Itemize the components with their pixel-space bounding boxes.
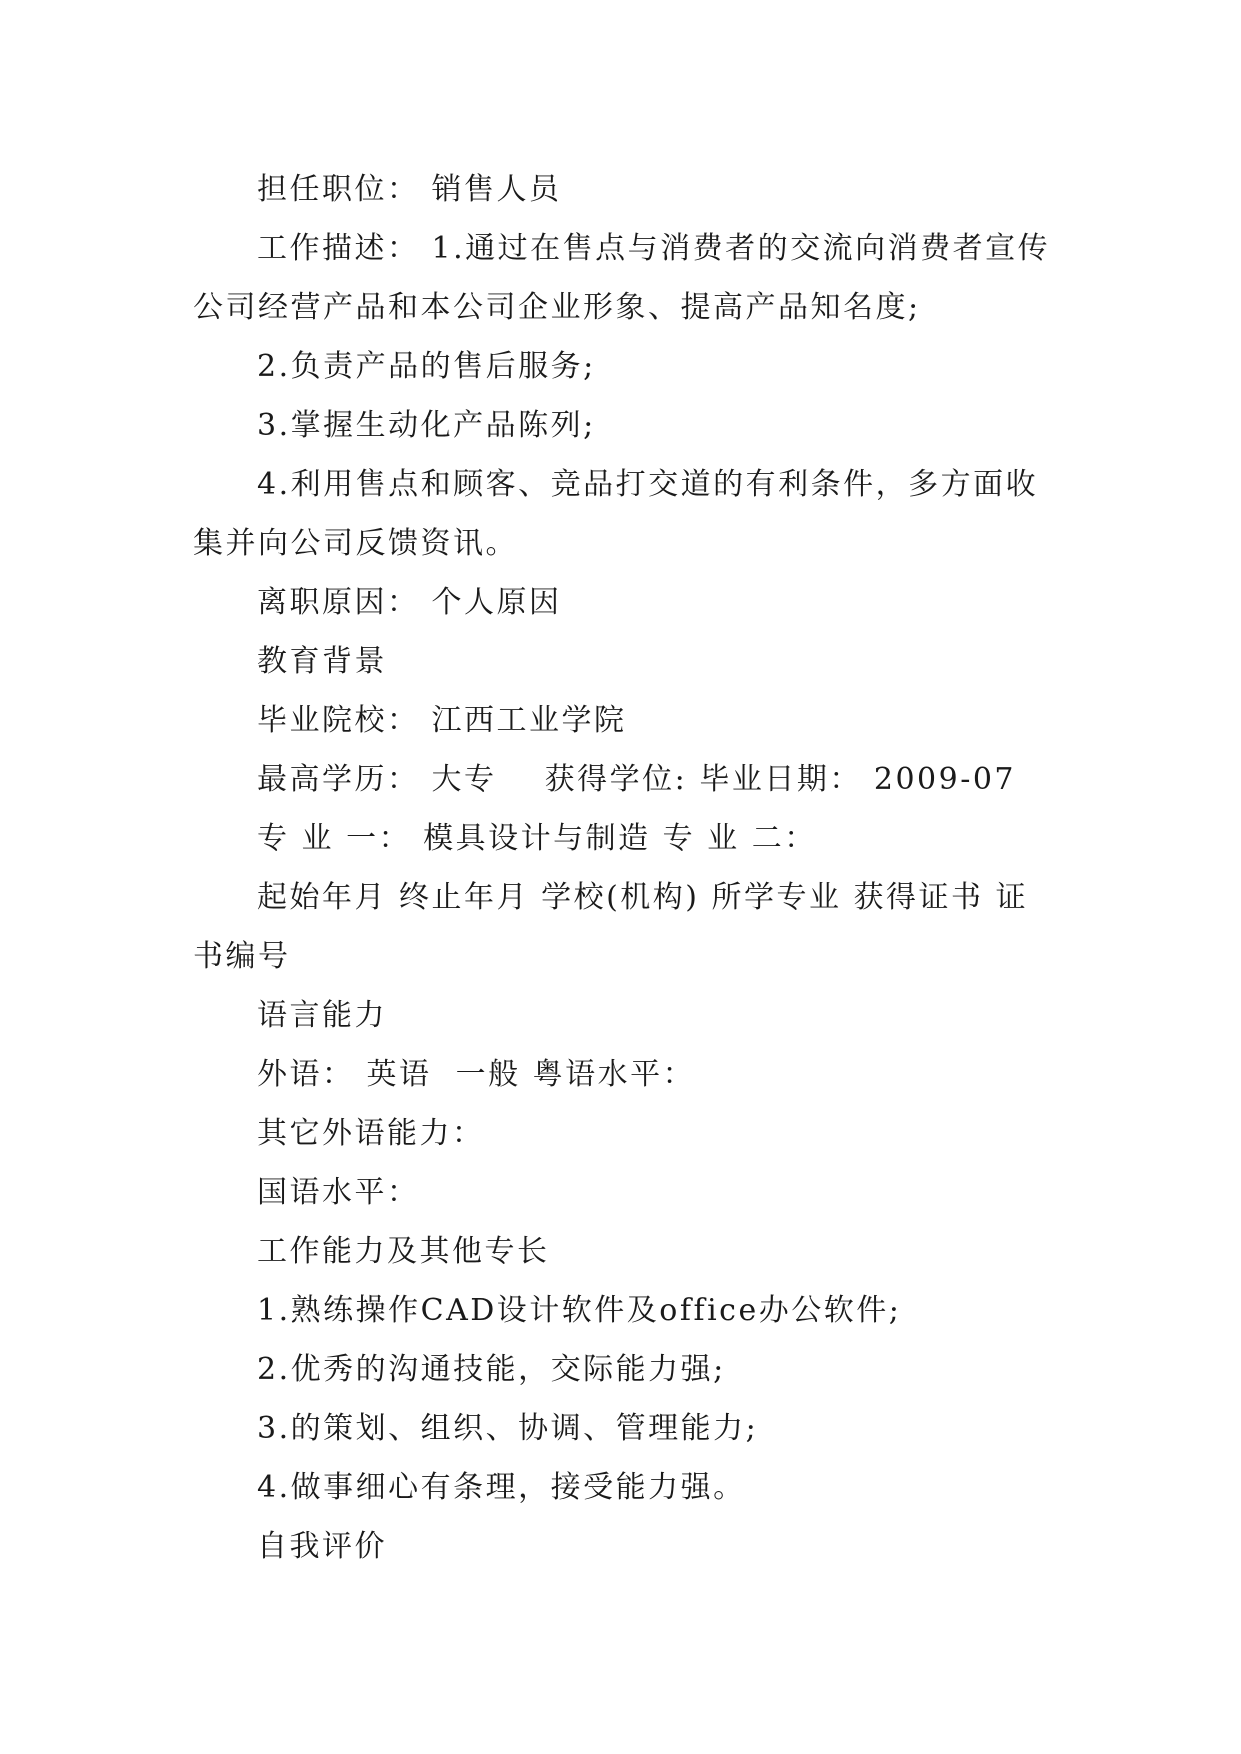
- paragraph-major: 专 业 一： 模具设计与制造 专 业 二：: [257, 821, 817, 856]
- heading-language: 语言能力: [257, 998, 387, 1033]
- paragraph-leaving-reason: 离职原因： 个人原因: [257, 585, 562, 620]
- paragraph-education-columns: 起始年月 终止年月 学校(机构) 所学专业 获得证书 证书编号: [193, 880, 1029, 974]
- paragraph-skill-4: 4.做事细心有条理，接受能力强。: [257, 1470, 746, 1505]
- paragraph-position: 担任职位： 销售人员: [257, 172, 562, 207]
- heading-self-evaluation: 自我评价: [257, 1529, 387, 1564]
- paragraph-duty-3: 3.掌握生动化产品陈列;: [257, 408, 596, 443]
- paragraph-foreign-language: 外语： 英语 一般 粤语水平：: [257, 1057, 696, 1092]
- heading-skills: 工作能力及其他专长: [257, 1234, 550, 1269]
- paragraph-duty-4: 4.利用售点和顾客、竞品打交道的有利条件，多方面收集并向公司反馈资讯。: [193, 467, 1039, 561]
- paragraph-mandarin: 国语水平：: [257, 1175, 420, 1210]
- paragraph-skill-3: 3.的策划、组织、协调、管理能力;: [257, 1411, 759, 1446]
- heading-education: 教育背景: [257, 644, 387, 679]
- paragraph-duty-2: 2.负责产品的售后服务;: [257, 349, 596, 384]
- paragraph-school: 毕业院校： 江西工业学院: [257, 703, 627, 738]
- paragraph-other-language: 其它外语能力：: [257, 1116, 485, 1151]
- paragraph-skill-1: 1.熟练操作CAD设计软件及office办公软件;: [257, 1293, 902, 1328]
- paragraph-degree: 最高学历： 大专 获得学位: 毕业日期： 2009-07: [257, 762, 1017, 797]
- paragraph-job-description: 工作描述： 1.通过在售点与消费者的交流向消费者宣传公司经营产品和本公司企业形象、提高产品知名度;: [193, 231, 1051, 325]
- paragraph-skill-2: 2.优秀的沟通技能，交际能力强;: [257, 1352, 726, 1387]
- document-page: [193, 160, 1053, 1576]
